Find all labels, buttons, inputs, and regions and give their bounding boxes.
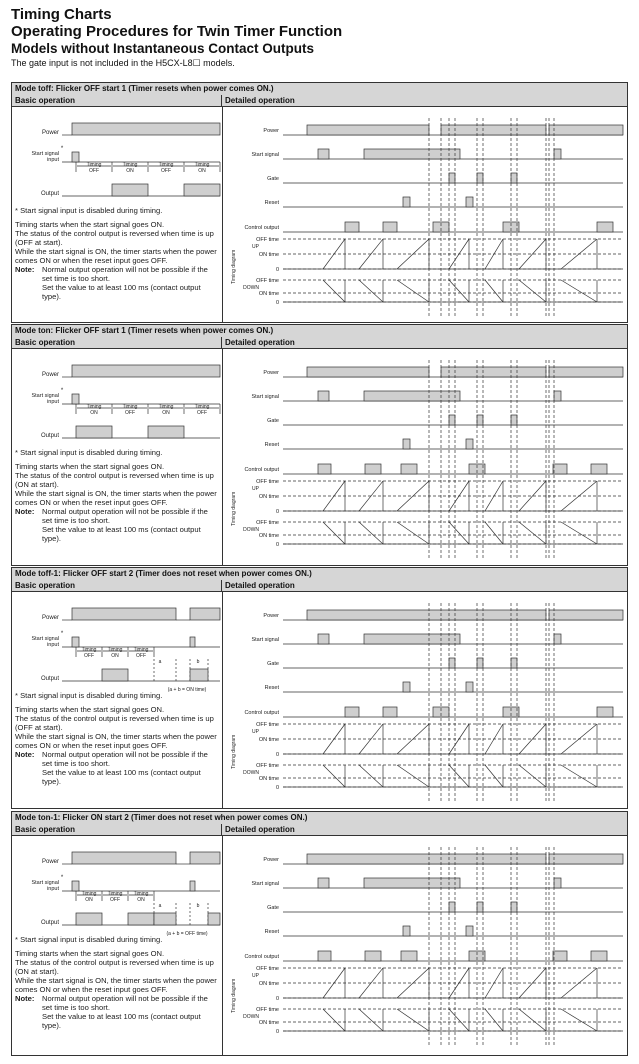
up-ramp — [323, 724, 345, 754]
timing-state: OFF — [161, 168, 171, 174]
power-signal — [72, 608, 176, 620]
note-label: Note: — [15, 750, 35, 759]
section-title: Mode toff-1: Flicker OFF start 2 (Timer does not reset when power comes ON.) — [12, 568, 627, 581]
gate-pulse — [511, 173, 517, 183]
start-signal-input-label: input — [47, 642, 59, 648]
start-signal-pulse — [318, 878, 329, 888]
control-output-label: Control output — [244, 710, 279, 716]
gate-pulse — [511, 902, 517, 912]
detailed-operation-diagram — [223, 593, 627, 807]
asterisk: * — [60, 631, 64, 637]
power-pulse — [549, 854, 623, 864]
down-ramp — [397, 280, 429, 302]
timing-state: OFF — [110, 897, 120, 903]
down-ramp — [449, 522, 469, 544]
up-ramp — [561, 724, 597, 754]
start-signal-pulse — [554, 634, 561, 644]
detailed-operation-header: Detailed operation — [222, 580, 627, 592]
para-start-condition: While the start signal is ON, the timer starts when the power comes ON or when the reset input goes OFF. — [15, 976, 217, 994]
para-output-status: The status of the control output is reversed when time is up (ON at start). — [15, 471, 214, 489]
timing-level-label: ON time — [258, 252, 279, 258]
reset-pulse — [403, 197, 410, 207]
reset-pulse — [403, 682, 410, 692]
output-pulse — [184, 184, 220, 196]
up-label: UP — [252, 486, 259, 492]
para-start-condition: While the start signal is ON, the timer starts when the power comes ON or when the reset input goes OFF. — [15, 732, 217, 750]
control-output-pulse — [383, 222, 397, 232]
down-ramp — [323, 522, 345, 544]
detailed-operation-diagram — [223, 837, 627, 1051]
timing-label: Timing — [81, 891, 97, 897]
control-output-pulse — [597, 707, 613, 717]
timing-level-label: 0 — [275, 1029, 279, 1035]
start-signal-pulse — [364, 391, 460, 401]
section-title: Mode toff: Flicker OFF start 1 (Timer resets when power comes ON.) — [12, 83, 627, 96]
timing-label: Timing — [194, 162, 210, 168]
page-subtitle-models: Models without Instantaneous Contact Outputs — [11, 41, 314, 56]
start-signal-input-label: input — [47, 886, 59, 892]
basic-operation-header: Basic operation — [12, 337, 222, 349]
timing-level-label: OFF time — [256, 278, 279, 284]
note-label: Note: — [15, 265, 35, 274]
basic-operation-diagram — [12, 593, 222, 693]
timing-label: Timing — [158, 404, 174, 410]
timing-label: Timing — [107, 647, 123, 653]
down-ramp — [519, 522, 546, 544]
timing-state: OFF — [125, 410, 135, 416]
power-label: Power — [41, 615, 59, 621]
timing-diagram-label: Timing diagram — [231, 734, 237, 769]
up-ramp — [323, 239, 345, 269]
power-signal — [190, 852, 220, 864]
start-signal-label: Start signal — [31, 393, 59, 399]
timing-diagram-label: Timing diagram — [231, 491, 237, 526]
control-output-label: Control output — [244, 225, 279, 231]
timing-level-label: 0 — [275, 752, 279, 758]
up-label: UP — [252, 973, 259, 979]
mode-section-ton-1 — [11, 811, 628, 1056]
asterisk: * — [60, 875, 64, 881]
timing-state: ON — [90, 410, 98, 416]
down-ramp — [323, 1009, 345, 1031]
timing-label: Timing — [194, 404, 210, 410]
section-description — [15, 448, 220, 543]
reset-label: Reset — [264, 685, 279, 691]
control-output-pulse — [553, 464, 567, 474]
timing-label: Timing — [122, 162, 138, 168]
gate-label: Gate — [267, 176, 279, 182]
timing-label: Timing — [86, 162, 102, 168]
start-pulse — [72, 152, 79, 162]
timing-level-label: 0 — [275, 267, 279, 273]
timing-level-label: ON time — [258, 291, 279, 297]
para-start-condition: While the start signal is ON, the timer starts when the power comes ON or when the reset input goes OFF. — [15, 489, 217, 507]
note-text-2: Set the value to at least 100 ms (contact output type). — [42, 525, 201, 543]
timing-level-label: OFF time — [256, 237, 279, 243]
output-pulse — [112, 184, 148, 196]
basic-operation-header: Basic operation — [12, 95, 222, 107]
start-signal-pulse — [554, 149, 561, 159]
timing-level-label: OFF time — [256, 763, 279, 769]
up-label: UP — [252, 244, 259, 250]
power-pulse — [441, 367, 546, 377]
basic-operation-diagram — [12, 108, 222, 208]
note-text-2: Set the value to at least 100 ms (contact output type). — [42, 768, 201, 786]
start-signal-label: Start signal — [251, 394, 279, 400]
star-note: * Start signal input is disabled during timing. — [15, 448, 163, 457]
gate-note: The gate input is not included in the H5CX-L8☐ models. — [11, 58, 235, 68]
output-label: Output — [40, 920, 59, 926]
timing-level-label: OFF time — [256, 966, 279, 972]
output-pulse — [102, 669, 128, 681]
reset-pulse — [466, 439, 473, 449]
power-pulse — [549, 610, 623, 620]
control-output-pulse — [591, 464, 607, 474]
start-signal-label: Start signal — [31, 636, 59, 642]
para-timing-start: Timing starts when the start signal goes ON. — [15, 705, 165, 714]
timing-level-label: OFF time — [256, 520, 279, 526]
power-pulse — [441, 125, 546, 135]
para-output-status: The status of the control output is reversed when time is up (ON at start). — [15, 958, 214, 976]
gate-pulse — [477, 658, 483, 668]
timing-label: Timing — [81, 647, 97, 653]
timing-label: Timing — [158, 162, 174, 168]
gate-pulse — [449, 415, 455, 425]
down-ramp — [519, 1009, 546, 1031]
timing-level-label: OFF time — [256, 1007, 279, 1013]
para-timing-start: Timing starts when the start signal goes ON. — [15, 220, 165, 229]
down-ramp — [561, 1009, 597, 1031]
output-pulse — [154, 913, 176, 925]
section-description — [15, 206, 220, 301]
reset-label: Reset — [264, 929, 279, 935]
down-label: DOWN — [243, 285, 259, 291]
start-signal-label: Start signal — [31, 880, 59, 886]
formula-label: (a + b = OFF time) — [166, 931, 208, 937]
detailed-operation-diagram — [223, 350, 627, 564]
page-header — [11, 6, 631, 69]
timing-diagram-label: Timing diagram — [231, 978, 237, 1013]
up-ramp — [561, 481, 597, 511]
timing-state: ON — [137, 897, 145, 903]
b-label: b — [196, 903, 200, 909]
start-signal-input-label: input — [47, 157, 59, 163]
power-pulse — [307, 610, 546, 620]
control-output-label: Control output — [244, 954, 279, 960]
b-label: b — [196, 659, 200, 665]
down-ramp — [449, 1009, 469, 1031]
note-block — [15, 994, 220, 1030]
asterisk: * — [60, 388, 64, 394]
control-output-pulse — [365, 464, 381, 474]
start-pulse — [72, 637, 79, 647]
section-description — [15, 935, 220, 1030]
section-title: Mode ton-1: Flicker ON start 2 (Timer does not reset when power comes ON.) — [12, 812, 627, 825]
timing-label: Timing — [86, 404, 102, 410]
gate-pulse — [511, 415, 517, 425]
note-block — [15, 507, 220, 543]
start-signal-label: Start signal — [251, 637, 279, 643]
control-output-pulse — [318, 464, 331, 474]
power-label: Power — [41, 130, 59, 136]
down-ramp — [449, 765, 469, 787]
para-output-status: The status of the control output is reversed when time is up (OFF at start). — [15, 229, 214, 247]
timing-state: OFF — [89, 168, 99, 174]
up-label: UP — [252, 729, 259, 735]
timing-state: ON — [111, 653, 119, 659]
output-pulse — [190, 669, 208, 681]
reset-label: Reset — [264, 200, 279, 206]
start-signal-pulse — [318, 149, 329, 159]
down-ramp — [519, 280, 546, 302]
asterisk: * — [60, 146, 64, 152]
power-signal — [72, 852, 176, 864]
mode-section-toff — [11, 82, 628, 323]
mode-section-toff-1 — [11, 567, 628, 809]
basic-operation-diagram — [12, 837, 222, 937]
section-description — [15, 691, 220, 786]
down-ramp — [561, 280, 597, 302]
timing-state: ON — [162, 410, 170, 416]
timing-label: Timing — [133, 647, 149, 653]
gate-label: Gate — [267, 661, 279, 667]
output-pulse — [76, 913, 102, 925]
output-label: Output — [40, 676, 59, 682]
control-output-pulse — [597, 222, 613, 232]
control-output-label: Control output — [244, 467, 279, 473]
down-ramp — [359, 522, 383, 544]
start-signal-pulse — [554, 391, 561, 401]
control-output-pulse — [383, 707, 397, 717]
power-label: Power — [263, 370, 279, 376]
down-ramp — [323, 280, 345, 302]
down-label: DOWN — [243, 770, 259, 776]
reset-pulse — [466, 926, 473, 936]
gate-pulse — [477, 902, 483, 912]
control-output-pulse — [345, 222, 359, 232]
page-title: Timing Charts — [11, 6, 112, 23]
note-text: Normal output operation will not be possible if the set time is too short. — [42, 750, 208, 768]
start-pulse — [190, 881, 195, 891]
page-subtitle: Operating Procedures for Twin Timer Function — [11, 23, 343, 40]
control-output-pulse — [318, 951, 331, 961]
para-timing-start: Timing starts when the start signal goes ON. — [15, 462, 165, 471]
timing-label: Timing — [107, 891, 123, 897]
output-pulse — [76, 426, 112, 438]
control-output-pulse — [553, 951, 567, 961]
timing-level-label: ON time — [258, 1020, 279, 1026]
start-signal-pulse — [554, 878, 561, 888]
note-label: Note: — [15, 994, 35, 1003]
basic-operation-header: Basic operation — [12, 824, 222, 836]
timing-state: ON — [85, 897, 93, 903]
gate-label: Gate — [267, 418, 279, 424]
reset-label: Reset — [264, 442, 279, 448]
reset-pulse — [466, 197, 473, 207]
output-pulse — [208, 913, 220, 925]
power-signal — [72, 365, 220, 377]
star-note: * Start signal input is disabled during timing. — [15, 935, 163, 944]
start-pulse — [72, 881, 79, 891]
start-pulse — [190, 637, 195, 647]
para-output-status: The status of the control output is reversed when time is up (OFF at start). — [15, 714, 214, 732]
gate-pulse — [511, 658, 517, 668]
down-ramp — [359, 1009, 383, 1031]
down-ramp — [359, 765, 383, 787]
power-signal — [190, 608, 220, 620]
start-pulse — [72, 394, 79, 404]
detailed-operation-header: Detailed operation — [222, 337, 627, 349]
power-pulse — [549, 125, 623, 135]
timing-state: OFF — [197, 410, 207, 416]
down-ramp — [449, 280, 469, 302]
start-signal-pulse — [318, 634, 329, 644]
star-note: * Start signal input is disabled during timing. — [15, 206, 163, 215]
note-text-2: Set the value to at least 100 ms (contact output type). — [42, 283, 201, 301]
star-note: * Start signal input is disabled during timing. — [15, 691, 163, 700]
reset-pulse — [403, 926, 410, 936]
note-block — [15, 265, 220, 301]
basic-operation-header: Basic operation — [12, 580, 222, 592]
timing-level-label: 0 — [275, 509, 279, 515]
control-output-pulse — [401, 464, 417, 474]
down-ramp — [519, 765, 546, 787]
gate-label: Gate — [267, 905, 279, 911]
down-ramp — [485, 1009, 503, 1031]
control-output-pulse — [345, 707, 359, 717]
timing-state: ON — [198, 168, 206, 174]
timing-label: Timing — [122, 404, 138, 410]
power-label: Power — [263, 857, 279, 863]
gate-pulse — [449, 902, 455, 912]
down-label: DOWN — [243, 527, 259, 533]
timing-level-label: ON time — [258, 776, 279, 782]
start-signal-pulse — [364, 149, 460, 159]
mode-section-ton — [11, 324, 628, 566]
timing-level-label: OFF time — [256, 722, 279, 728]
a-label: a — [158, 659, 162, 665]
start-signal-label: Start signal — [251, 152, 279, 158]
down-ramp — [485, 280, 503, 302]
power-label: Power — [41, 372, 59, 378]
detailed-operation-header: Detailed operation — [222, 824, 627, 836]
note-label: Note: — [15, 507, 35, 516]
a-label: a — [158, 903, 162, 909]
output-pulse — [128, 913, 154, 925]
timing-level-label: 0 — [275, 542, 279, 548]
timing-level-label: ON time — [258, 981, 279, 987]
note-block — [15, 750, 220, 786]
timing-label: Timing — [133, 891, 149, 897]
down-ramp — [561, 522, 597, 544]
start-signal-pulse — [318, 391, 329, 401]
output-pulse — [148, 426, 184, 438]
power-signal — [72, 123, 220, 135]
start-signal-input-label: input — [47, 399, 59, 405]
para-timing-start: Timing starts when the start signal goes ON. — [15, 949, 165, 958]
down-label: DOWN — [243, 1014, 259, 1020]
note-text-2: Set the value to at least 100 ms (contact output type). — [42, 1012, 201, 1030]
power-pulse — [307, 854, 546, 864]
detailed-operation-header: Detailed operation — [222, 95, 627, 107]
para-start-condition: While the start signal is ON, the timer starts when the power comes ON or when the reset input goes OFF. — [15, 247, 217, 265]
down-ramp — [485, 765, 503, 787]
up-ramp — [323, 968, 345, 998]
start-signal-label: Start signal — [31, 151, 59, 157]
timing-level-label: ON time — [258, 494, 279, 500]
timing-level-label: OFF time — [256, 479, 279, 485]
note-text: Normal output operation will not be possible if the set time is too short. — [42, 994, 208, 1012]
down-ramp — [397, 765, 429, 787]
output-label: Output — [40, 191, 59, 197]
timing-state: OFF — [84, 653, 94, 659]
section-title: Mode ton: Flicker OFF start 1 (Timer resets when power comes ON.) — [12, 325, 627, 338]
control-output-pulse — [365, 951, 381, 961]
timing-level-label: 0 — [275, 785, 279, 791]
gate-pulse — [477, 415, 483, 425]
timing-level-label: ON time — [258, 533, 279, 539]
power-label: Power — [41, 859, 59, 865]
power-pulse — [549, 367, 623, 377]
timing-state: ON — [126, 168, 134, 174]
formula-label: (a + b = ON time) — [167, 687, 207, 693]
gate-pulse — [449, 173, 455, 183]
note-text: Normal output operation will not be possible if the set time is too short. — [42, 265, 208, 283]
down-ramp — [359, 280, 383, 302]
gate-pulse — [477, 173, 483, 183]
up-ramp — [323, 481, 345, 511]
reset-pulse — [466, 682, 473, 692]
control-output-pulse — [591, 951, 607, 961]
power-label: Power — [263, 613, 279, 619]
reset-pulse — [403, 439, 410, 449]
down-ramp — [485, 522, 503, 544]
control-output-pulse — [401, 951, 417, 961]
power-label: Power — [263, 128, 279, 134]
down-ramp — [397, 1009, 429, 1031]
note-text: Normal output operation will not be possible if the set time is too short. — [42, 507, 208, 525]
start-signal-label: Start signal — [251, 881, 279, 887]
gate-pulse — [449, 658, 455, 668]
down-ramp — [397, 522, 429, 544]
up-ramp — [561, 239, 597, 269]
down-ramp — [561, 765, 597, 787]
power-pulse — [307, 367, 429, 377]
timing-level-label: 0 — [275, 996, 279, 1002]
timing-level-label: ON time — [258, 737, 279, 743]
start-signal-pulse — [364, 634, 460, 644]
up-ramp — [561, 968, 597, 998]
start-signal-pulse — [364, 878, 460, 888]
output-label: Output — [40, 433, 59, 439]
timing-state: OFF — [136, 653, 146, 659]
timing-diagram-label: Timing diagram — [231, 249, 237, 284]
detailed-operation-diagram — [223, 108, 627, 322]
basic-operation-diagram — [12, 350, 222, 450]
timing-level-label: 0 — [275, 300, 279, 306]
down-ramp — [323, 765, 345, 787]
power-pulse — [307, 125, 429, 135]
